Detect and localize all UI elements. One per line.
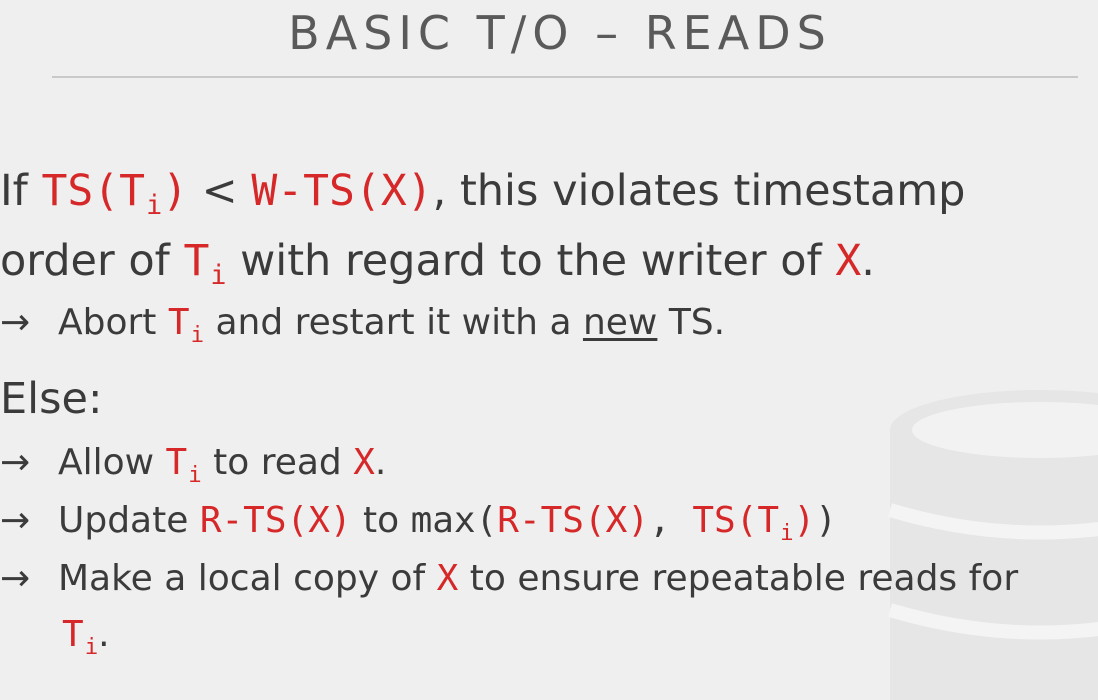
slide-title: BASIC T/O – READS — [288, 6, 832, 60]
t-code: T — [165, 442, 188, 483]
text: order of — [0, 236, 184, 286]
wts-x-code: W-TS(X) — [251, 166, 433, 216]
rts-x-code: R-TS(X) — [497, 500, 649, 541]
text: and restart it with a — [204, 302, 583, 343]
bullet-local-copy-continuation — [62, 614, 110, 660]
text: TS. — [657, 302, 726, 343]
t-code: T — [62, 614, 84, 655]
t-code: T — [183, 236, 210, 286]
subscript-i: i — [84, 633, 99, 660]
x-code: X — [353, 442, 375, 483]
comma: , — [649, 500, 693, 541]
text: to read — [201, 442, 354, 483]
arrow-icon: → — [0, 442, 31, 483]
ts-ti-code: TS(T — [692, 500, 780, 541]
text: Abort — [58, 302, 168, 343]
x-code: X — [835, 236, 862, 286]
period: . — [861, 236, 875, 286]
subscript-i: i — [190, 321, 204, 348]
paren-close: ) — [815, 500, 837, 541]
text: to — [351, 500, 411, 541]
text: with regard to the writer of — [226, 236, 836, 286]
paren-close: ) — [793, 500, 816, 541]
condition-line-1 — [0, 166, 966, 222]
subscript-i: i — [146, 190, 163, 222]
period: . — [374, 442, 387, 483]
paren-close: ) — [162, 166, 189, 216]
less-than: < — [188, 166, 252, 216]
condition-line-2 — [0, 236, 875, 292]
title-divider — [52, 76, 1078, 78]
text: , this violates timestamp — [432, 166, 966, 216]
subscript-i: i — [780, 519, 794, 546]
rts-x-code: R-TS(X) — [199, 500, 352, 541]
text: to ensure repeatable reads for — [458, 558, 1019, 599]
arrow-icon: → — [0, 558, 31, 599]
bullet-local-copy — [0, 558, 1018, 599]
text: Update — [58, 500, 200, 541]
new-underlined: new — [582, 302, 658, 343]
arrow-icon: → — [0, 500, 31, 541]
bullet-abort — [0, 302, 726, 348]
text: If — [0, 166, 42, 216]
x-code: X — [436, 558, 459, 599]
subscript-i: i — [188, 461, 202, 488]
subscript-i: i — [210, 260, 227, 292]
t-code: T — [167, 302, 190, 343]
max-code: max( — [410, 500, 498, 541]
period: . — [98, 614, 110, 655]
text: Make a local copy of — [58, 558, 437, 599]
ts-ti-code: TS(T — [41, 166, 146, 216]
else-label: Else: — [0, 374, 103, 424]
bullet-allow — [0, 442, 387, 488]
arrow-icon: → — [0, 302, 31, 343]
text: Allow — [58, 442, 166, 483]
bullet-update — [0, 500, 837, 546]
